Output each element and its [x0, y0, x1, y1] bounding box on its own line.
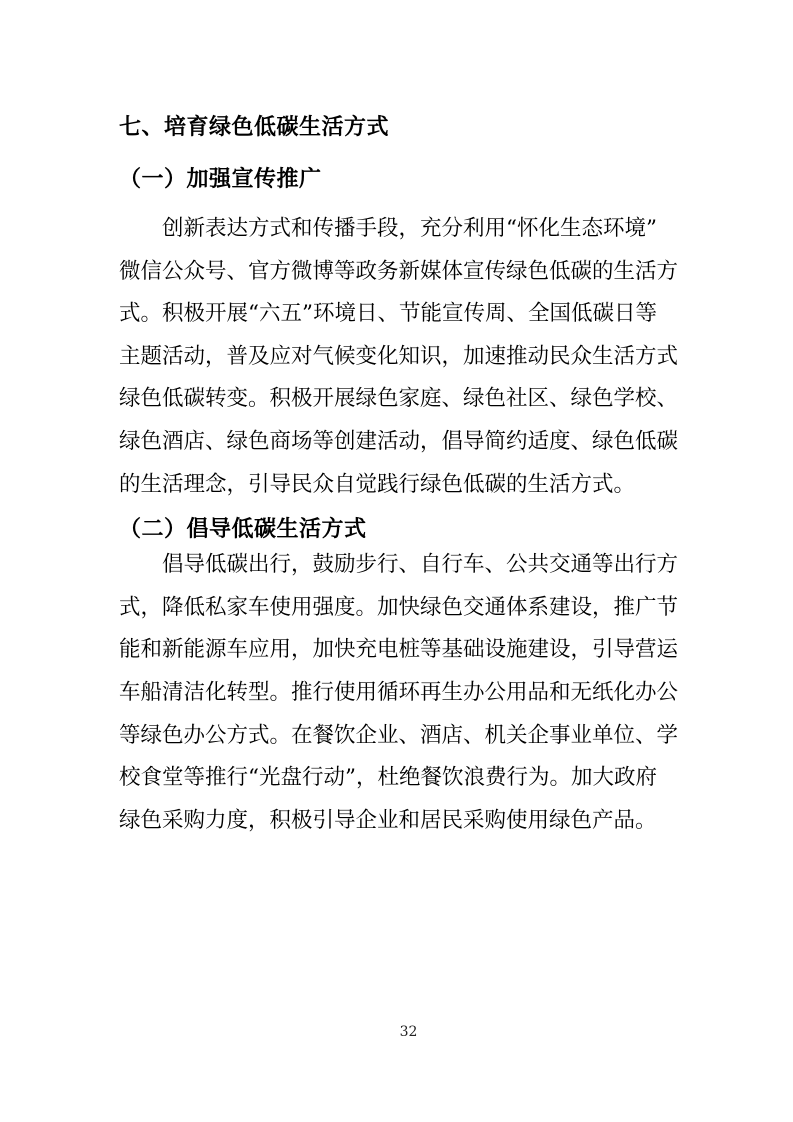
body-paragraph-2: 倡导低碳出行，鼓励步行、自行车、公共交通等出行方 式，降低私家车使用强度。加快绿色交通体系建设，推广节 能和新能源车应用，加快充电桩等基础设施建设，引导营运 车船清洁化转型。推行使用循环再生办公用品和无纸化办公 等绿色办公方式。在餐饮企业、酒店、机关企事业单位、学 校食堂等推行“光盘行动”，杜绝餐饮浪费行为。加大政府 绿色采购力度，积极引导企业和居民采购使用绿色产品。: [119, 552, 679, 833]
document-content: [119, 0, 678, 842]
subsection-heading-1: （一）加强宣传推广: [119, 166, 322, 192]
section-title: 七、培育绿色低碳生活方式: [119, 115, 390, 140]
page-number: 32: [399, 1024, 418, 1040]
body-paragraph-1: 创新表达方式和传播手段，充分利用“怀化生态环境” 微信公众号、官方微博等政务新媒体宣传绿色低碳的生活方 式。积极开展“六五”环境日、节能宣传周、全国低碳日等 主题活动，普及应对气候变化知识，加速推动民众生活方式 绿色低碳转变。积极开展绿色家庭、绿色社区、绿色学校、 绿色酒店、绿色商场等创建活动，倡导简约适度、绿色低碳 的生活理念，引导民众自觉践行绿色低碳的生活方式。: [119, 216, 679, 497]
subsection-heading-2: （二）倡导低碳生活方式: [119, 516, 367, 543]
